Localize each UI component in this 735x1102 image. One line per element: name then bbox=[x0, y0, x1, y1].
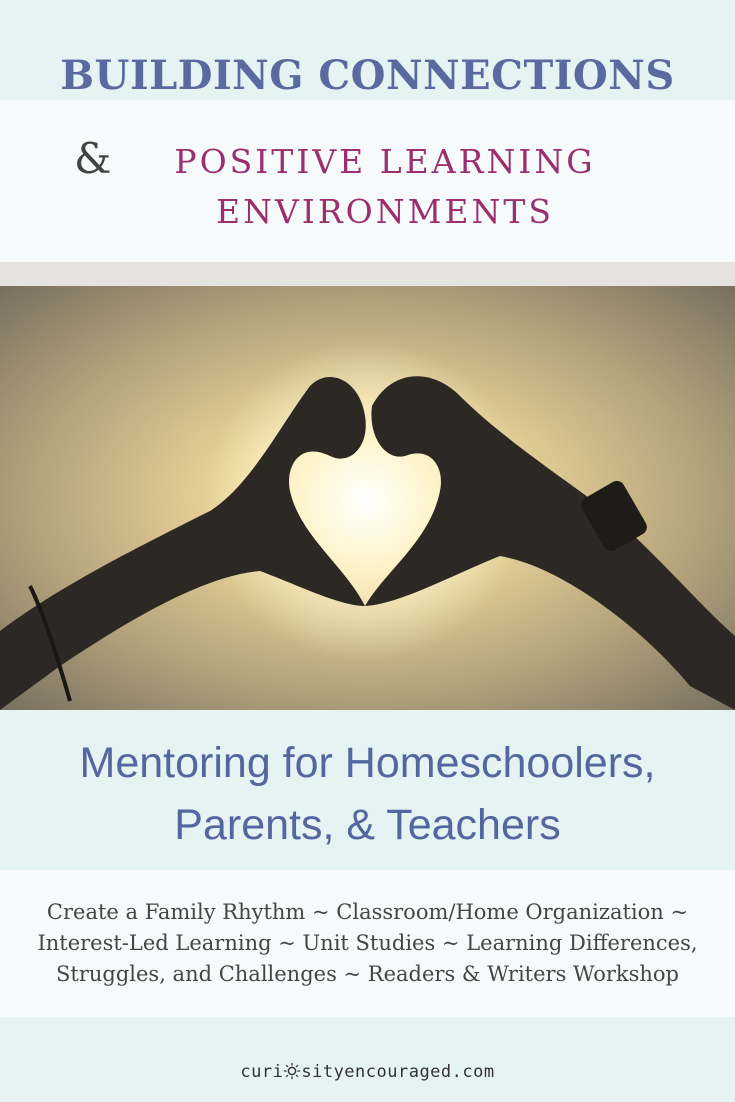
heart-hands-illustration bbox=[0, 286, 735, 710]
sun-icon bbox=[283, 1062, 301, 1080]
divider-band bbox=[0, 262, 735, 286]
website-link[interactable] bbox=[0, 1062, 735, 1082]
site-prefix: curi bbox=[240, 1062, 284, 1082]
topics-line-2: Interest-Led Learning ~ Unit Studies ~ Learning Differences, bbox=[37, 931, 698, 955]
title-line-positive-learning: POSITIVE LEARNING bbox=[174, 142, 596, 181]
title-line-environments: ENVIRONMENTS bbox=[216, 192, 554, 231]
heart-hands-photo bbox=[0, 286, 735, 710]
subtitle-line-2: Parents, & Teachers bbox=[174, 801, 561, 849]
subtitle bbox=[0, 732, 735, 856]
footer-band bbox=[0, 1017, 735, 1102]
ampersand: & bbox=[74, 134, 112, 183]
subtitle-line-1: Mentoring for Homeschoolers, bbox=[79, 739, 656, 787]
site-suffix: sityencouraged.com bbox=[301, 1062, 495, 1082]
topics-line-3: Struggles, and Challenges ~ Readers & Writers Workshop bbox=[56, 962, 679, 986]
topics-list bbox=[0, 897, 735, 990]
topics-line-1: Create a Family Rhythm ~ Classroom/Home Organization ~ bbox=[46, 900, 689, 924]
title-positive-learning bbox=[130, 137, 640, 237]
title-building-connections: BUILDING CONNECTIONS bbox=[60, 52, 675, 99]
